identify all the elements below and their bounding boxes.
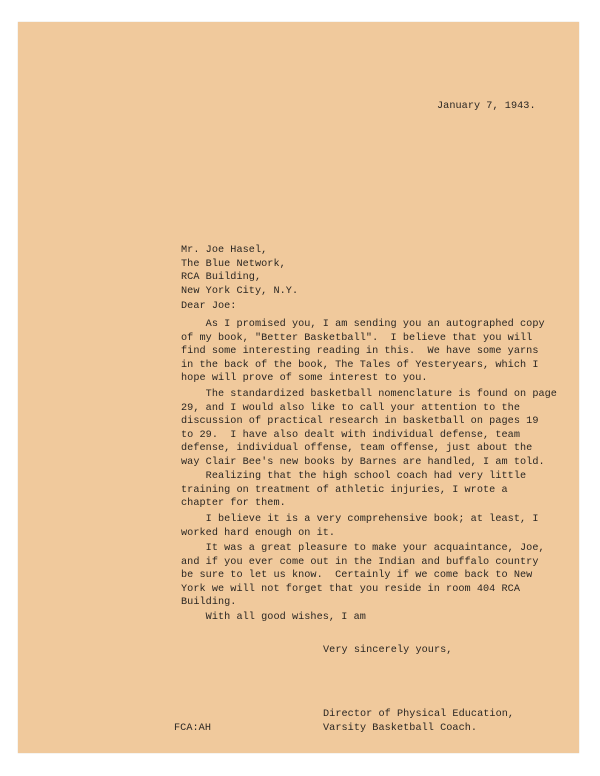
body-line: be sure to let us know. Certainly if we come back to New: [181, 570, 533, 581]
body-line: training on treatment of athletic injuries, I wrote a: [181, 484, 508, 496]
body-line: discussion of practical research in basketball on pages 19: [181, 416, 539, 427]
body-line: It was a great pleasure to make your acquaintance, Joe,: [181, 543, 545, 554]
body-line: I believe it is a very comprehensive book; at least, I: [181, 514, 539, 525]
body-line: and if you ever come out in the Indian and buffalo country: [181, 556, 539, 568]
body-line: With all good wishes, I am: [181, 612, 366, 623]
address-line: The Blue Network,: [181, 258, 286, 270]
body-line: Building.: [181, 597, 237, 608]
paragraph-3: [181, 470, 526, 511]
body-line: 29, and I would also like to call your attention to the: [181, 402, 520, 414]
paragraph-2: [181, 388, 557, 469]
letter-page: [18, 22, 579, 753]
body-line: find some interesting reading in this. We have some yarns: [181, 346, 539, 357]
paragraph-5: [181, 542, 545, 610]
signature-block: [323, 708, 514, 735]
address-line: New York City, N.Y.: [181, 285, 299, 297]
complimentary-close: [323, 644, 452, 658]
initials-line: FCA:AH: [174, 723, 211, 734]
signature-line: Director of Physical Education,: [323, 709, 515, 720]
body-line: worked hard enough on it.: [181, 527, 336, 539]
body-line: in the back of the book, The Tales of Yesteryears, which I: [181, 359, 539, 371]
body-line: chapter for them.: [181, 498, 286, 509]
reference-initials: [174, 722, 211, 736]
salutation: [181, 300, 236, 314]
body-line: hope will prove of some interest to you.: [181, 373, 428, 384]
address-line: RCA Building,: [181, 272, 262, 283]
address-line: Mr. Joe Hasel,: [181, 245, 268, 256]
body-line: defense, individual offense, team offense, just about the: [181, 443, 533, 454]
signature-line: Varsity Basketball Coach.: [323, 722, 478, 734]
recipient-address: [181, 244, 298, 298]
body-line: York we will not forget that you reside in room 404 RCA: [181, 583, 520, 595]
body-line: The standardized basketball nomenclature is found on page: [181, 389, 557, 400]
paragraph-4: [181, 513, 538, 540]
paragraph-6: [181, 611, 366, 625]
paragraph-1: [181, 318, 545, 386]
body-line: Realizing that the high school coach had very little: [181, 471, 527, 482]
letter-date: [437, 100, 536, 114]
body-line: of my book, "Better Basketball". I believe that you will: [181, 332, 533, 344]
salutation-line: Dear Joe:: [181, 301, 237, 312]
body-line: way Clair Bee's new books by Barnes are handled, I am told.: [181, 456, 545, 468]
body-line: to 29. I have also dealt with individual defense, team: [181, 429, 520, 441]
closing-line: Very sincerely yours,: [323, 645, 453, 656]
date-line: January 7, 1943.: [437, 101, 536, 112]
body-line: As I promised you, I am sending you an autographed copy: [181, 319, 545, 330]
